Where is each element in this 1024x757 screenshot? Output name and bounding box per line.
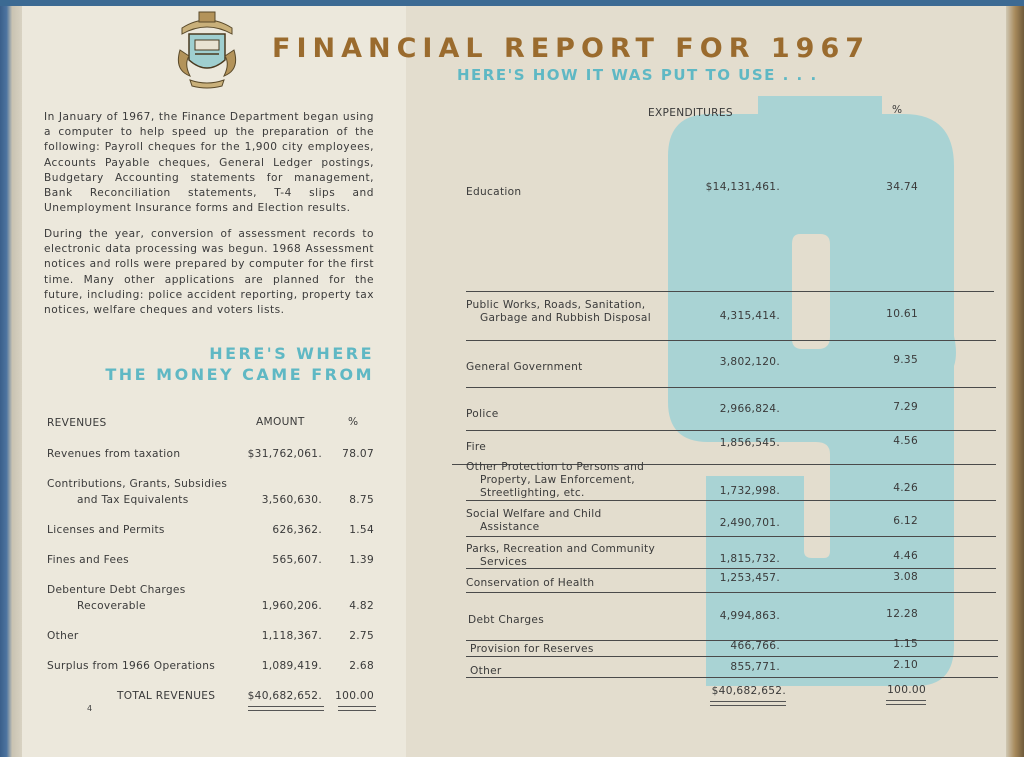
total-expenditures-pct: 100.00	[887, 684, 926, 696]
table-row-amount: 565,607.	[272, 554, 322, 566]
table-row-pct: 3.08	[893, 571, 918, 583]
table-row-amount: 1,856,545.	[719, 437, 780, 449]
report-title: FINANCIAL REPORT FOR 1967	[272, 33, 871, 64]
table-row-amount: 1,815,732.	[719, 553, 780, 565]
table-row-pct: 4.26	[893, 482, 918, 494]
total-revenues-pct: 100.00	[335, 690, 374, 702]
intro-paragraph-2: During the year, conversion of assessment records to electronic data processing was begun. 1968 Assessment notices and rolls were prepared by computer for the first time. Many other applications are planned for the future, including: police accident reporting, property tax notices, welfare cheques and voters lists.	[44, 228, 374, 317]
table-row-pct: 1.39	[349, 554, 374, 566]
page-number: 4	[87, 704, 93, 713]
table-row-amount: 626,362.	[272, 524, 322, 536]
table-row-amount: 1,118,367.	[261, 630, 322, 642]
table-row-label: Parks, Recreation and Community	[466, 543, 656, 555]
table-row-label: Fines and Fees	[47, 554, 129, 566]
city-crest-icon	[176, 10, 238, 90]
table-row-label: Revenues from taxation	[47, 448, 181, 460]
table-row-amount: 3,802,120.	[719, 356, 780, 368]
table-row-pct: 6.12	[893, 515, 918, 527]
row-rule	[466, 536, 996, 537]
table-row-label-cont: Garbage and Rubbish Disposal	[480, 312, 651, 324]
table-row-amount: 4,994,863.	[719, 610, 780, 622]
expenditures-col-pct: %	[892, 104, 903, 116]
table-row-pct: 1.54	[349, 524, 374, 536]
book-cover-edge	[0, 0, 1024, 6]
table-row-label: Education	[466, 186, 522, 198]
table-row-label: Licenses and Permits	[47, 524, 165, 536]
row-rule	[466, 677, 998, 678]
row-rule	[466, 291, 994, 292]
table-row-pct: 10.61	[886, 308, 918, 320]
total-underline	[710, 701, 786, 706]
table-row-pct: 2.68	[349, 660, 374, 672]
revenues-col-label: REVENUES	[47, 417, 107, 429]
table-row-label: Conservation of Health	[466, 577, 595, 589]
table-row-label: Public Works, Roads, Sanitation,	[466, 299, 646, 311]
table-row-label: Fire	[466, 441, 487, 453]
table-row-label: Other	[470, 665, 502, 677]
book-page-edges-right	[1006, 0, 1024, 757]
table-row-pct: 4.56	[893, 435, 918, 447]
intro-paragraph-1: In January of 1967, the Finance Department began using a computer to help speed up the preparation of the following: Payroll cheques for the 1,900 city employees, Accounts Payable cheques, General Ledger postings, Budgetary Accounting statements for management, Bank Reconciliation statements, T-4 slips and Unemployment Insurance forms and Election results.	[44, 111, 374, 215]
table-row-pct: 2.75	[349, 630, 374, 642]
table-row-label: General Government	[466, 361, 583, 373]
table-row-pct: 4.46	[893, 550, 918, 562]
table-row-amount: 2,490,701.	[719, 517, 780, 529]
table-row-amount: 4,315,414.	[719, 310, 780, 322]
table-row-amount: 1,089,419.	[261, 660, 322, 672]
table-row-label: Debt Charges	[468, 614, 545, 626]
revenue-heading	[44, 343, 374, 385]
revenue-heading-line2: THE MONEY CAME FROM	[105, 365, 374, 384]
row-rule	[466, 568, 996, 569]
table-row-pct: 78.07	[342, 448, 374, 460]
table-row-label: Provision for Reserves	[470, 643, 594, 655]
table-row-pct: 9.35	[893, 354, 918, 366]
total-expenditures-amount: $40,682,652.	[711, 685, 786, 697]
table-row-amount: 1,253,457.	[719, 572, 780, 584]
total-underline	[886, 700, 926, 705]
table-row-label-cont: Services	[480, 556, 528, 568]
table-row-amount: $31,762,061.	[247, 448, 322, 460]
expenditures-col-label: EXPENDITURES	[648, 107, 733, 119]
table-row-amount: $14,131,461.	[705, 181, 780, 193]
book-binding-left	[0, 0, 22, 757]
table-row-label-cont: and Tax Equivalents	[77, 494, 189, 506]
table-row-label: Police	[466, 408, 499, 420]
total-revenues-amount: $40,682,652.	[247, 690, 322, 702]
total-revenues-label: TOTAL REVENUES	[117, 690, 216, 702]
total-underline	[338, 706, 376, 711]
table-row-amount: 2,966,824.	[719, 403, 780, 415]
table-row-label-cont: Assistance	[480, 521, 540, 533]
table-row-label: Contributions, Grants, Subsidies	[47, 478, 228, 490]
table-row-pct: 12.28	[886, 608, 918, 620]
row-rule	[466, 656, 998, 657]
table-row-amount: 1,732,998.	[719, 485, 780, 497]
revenues-col-pct: %	[348, 416, 359, 428]
table-row-pct: 7.29	[893, 401, 918, 413]
table-row-pct: 34.74	[886, 181, 918, 193]
table-row-label: Surplus from 1966 Operations	[47, 660, 216, 672]
table-row-label: Debenture Debt Charges	[47, 584, 186, 596]
table-row-label: Other	[47, 630, 79, 642]
row-rule	[466, 430, 996, 431]
table-row-pct: 1.15	[893, 638, 918, 650]
row-rule	[466, 500, 996, 501]
row-rule	[466, 340, 996, 341]
table-row-amount: 1,960,206.	[261, 600, 322, 612]
table-row-label: Other Protection to Persons and	[466, 461, 645, 473]
table-row-amount: 3,560,630.	[261, 494, 322, 506]
table-row-pct: 8.75	[349, 494, 374, 506]
report-subtitle: HERE'S HOW IT WAS PUT TO USE . . .	[457, 66, 818, 84]
table-row-label-cont: Recoverable	[77, 600, 146, 612]
table-row-label: Social Welfare and Child	[466, 508, 602, 520]
table-row-label-cont: Property, Law Enforcement, Streetlighting, etc.	[480, 474, 635, 499]
table-row-pct: 4.82	[349, 600, 374, 612]
table-row-amount: 466,766.	[730, 640, 780, 652]
revenue-heading-line1: HERE'S WHERE	[209, 344, 374, 363]
row-rule	[466, 592, 996, 593]
revenues-col-amount: AMOUNT	[256, 416, 305, 428]
total-underline	[248, 706, 324, 711]
table-row-pct: 2.10	[893, 659, 918, 671]
table-row-amount: 855,771.	[730, 661, 780, 673]
row-rule	[466, 387, 996, 388]
